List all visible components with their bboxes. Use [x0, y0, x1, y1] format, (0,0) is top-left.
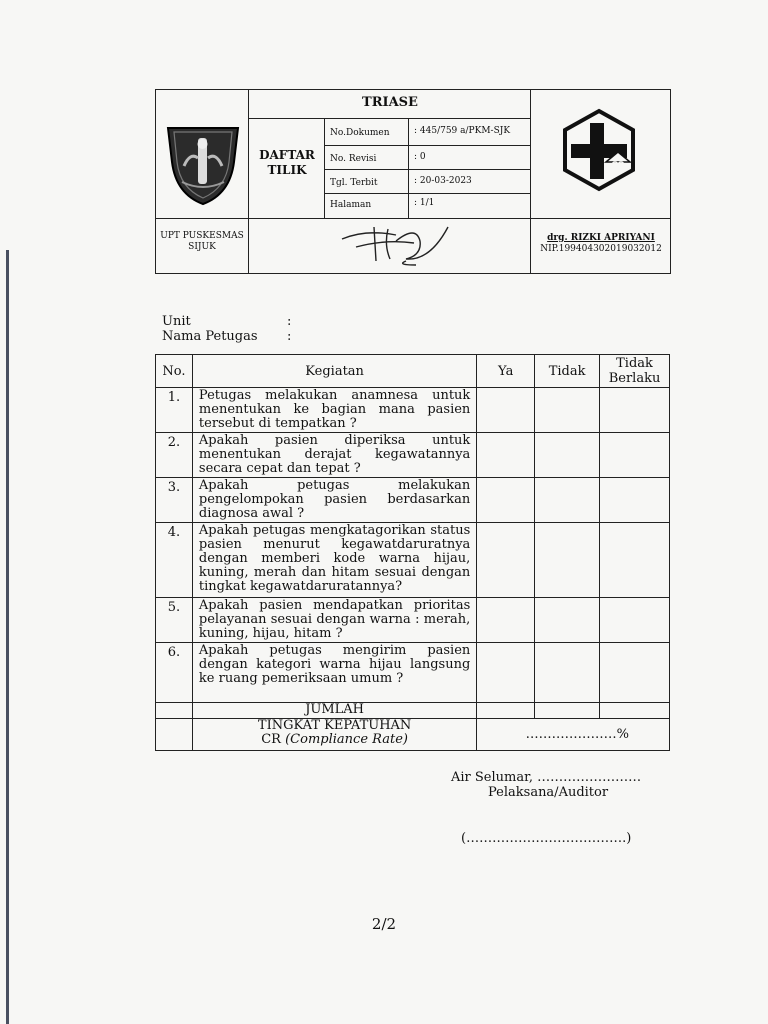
regency-emblem-icon — [164, 122, 242, 206]
row-number: 2. — [156, 433, 193, 478]
auditor-role: Pelaksana/Auditor — [488, 785, 609, 800]
meta-label-terbit: Tgl. Terbit — [330, 178, 378, 188]
signatory-name: drg. RIZKI APRIYANI — [547, 233, 655, 243]
row-kegiatan: Apakah pasien diperiksa untuk menentukan derajat kegawatannya secara cepat dan tepat ? — [192, 433, 476, 478]
cell-tidak-berlaku[interactable] — [600, 643, 670, 703]
col-header-tidak: Tidak — [535, 355, 600, 388]
row-number: 4. — [156, 523, 193, 598]
col-header-tidak-berlaku: Tidak Berlaku — [600, 355, 670, 388]
table-row — [156, 643, 670, 703]
table-row — [156, 388, 670, 433]
row-number: 5. — [156, 598, 193, 643]
auditor-signature-line: (……………………………….) — [461, 831, 632, 846]
cr-label: CR — [261, 732, 281, 747]
cell-ya[interactable] — [477, 598, 535, 643]
meta-label-halaman: Halaman — [330, 200, 372, 210]
cell-ya[interactable] — [477, 643, 535, 703]
checklist-table — [155, 354, 670, 751]
table-row — [156, 478, 670, 523]
cell-tidak[interactable] — [535, 523, 600, 598]
meta-value-dokumen: : 445/759 a/PKM-SJK — [414, 126, 511, 136]
cell-tidak-berlaku[interactable] — [600, 433, 670, 478]
cr-italic-label: (Compliance Rate) — [285, 732, 408, 747]
cell-tidak-berlaku[interactable] — [600, 388, 670, 433]
cell-ya[interactable] — [477, 523, 535, 598]
meta-value-revisi: : 0 — [414, 152, 426, 162]
cell-tidak-berlaku[interactable] — [600, 598, 670, 643]
cell-tidak-berlaku[interactable] — [600, 523, 670, 598]
jumlah-ya[interactable] — [477, 703, 535, 719]
compliance-percent[interactable]: …………………% — [477, 719, 670, 751]
jumlah-tidak[interactable] — [535, 703, 600, 719]
cell-ya[interactable] — [477, 433, 535, 478]
meta-value-halaman: : 1/1 — [414, 198, 435, 208]
document-header — [155, 89, 671, 274]
document-type: DAFTAR TILIK — [259, 148, 315, 177]
unit-colon: : — [287, 314, 292, 329]
place-date: Air Selumar, …………………… — [451, 770, 642, 785]
cell-tidak[interactable] — [535, 433, 600, 478]
petugas-colon: : — [287, 329, 292, 344]
tingkat-kepatuhan-label: TINGKAT KEPATUHAN — [257, 718, 412, 733]
cell-tidak[interactable] — [535, 598, 600, 643]
cell-ya[interactable] — [477, 478, 535, 523]
col-header-kegiatan: Kegiatan — [192, 355, 476, 388]
unit-label: Unit — [162, 314, 191, 329]
col-header-no: No. — [156, 355, 193, 388]
row-kegiatan: Petugas melakukan anamnesa untuk menentukan ke bagian mana pasien tersebut di tempatkan ? — [192, 388, 476, 433]
meta-value-terbit: : 20-03-2023 — [414, 176, 472, 186]
jumlah-tidak-berlaku[interactable] — [600, 703, 670, 719]
table-row — [156, 523, 670, 598]
cell-tidak-berlaku[interactable] — [600, 478, 670, 523]
petugas-label: Nama Petugas — [162, 329, 258, 344]
compliance-row — [156, 719, 670, 751]
unit-name: UPT PUSKESMAS SIJUK — [160, 231, 244, 252]
cell-tidak[interactable] — [535, 643, 600, 703]
row-number: 1. — [156, 388, 193, 433]
compliance-label — [192, 719, 476, 751]
row-kegiatan: Apakah petugas mengkatagorikan status pasien menurut kegawatdaruratnya dengan memberi kode warna hijau, kuning, merah dan hitam sesuai dengan tingkat kegawatdaruratannya? — [192, 523, 476, 598]
scan-edge — [6, 250, 9, 1024]
col-header-ya: Ya — [477, 355, 535, 388]
meta-label-revisi: No. Revisi — [330, 154, 377, 164]
handwritten-signature — [336, 221, 456, 267]
row-number: 3. — [156, 478, 193, 523]
cell-ya[interactable] — [477, 388, 535, 433]
row-kegiatan: Apakah pasien mendapatkan prioritas pelayanan sesuai dengan warna : merah, kuning, hijau, hitam ? — [192, 598, 476, 643]
meta-label-dokumen: No.Dokumen — [330, 128, 390, 138]
table-header-row — [156, 355, 670, 388]
row-number: 6. — [156, 643, 193, 703]
cell-tidak[interactable] — [535, 388, 600, 433]
jumlah-label: JUMLAH — [192, 703, 476, 719]
form-fields — [162, 314, 291, 344]
table-row — [156, 598, 670, 643]
signatory-block — [531, 233, 671, 255]
puskesmas-logo-icon — [560, 108, 638, 192]
jumlah-row — [156, 703, 670, 719]
signatory-nip: NIP.199404302019032012 — [540, 244, 662, 254]
row-kegiatan: Apakah petugas mengirim pasien dengan kategori warna hijau langsung ke ruang pemeriksaan umum ? — [192, 643, 476, 703]
cell-tidak[interactable] — [535, 478, 600, 523]
document-title: TRIASE — [362, 95, 418, 110]
page-number: 2/2 — [371, 915, 397, 933]
table-row — [156, 433, 670, 478]
row-kegiatan: Apakah petugas melakukan pengelompokan pasien berdasarkan diagnosa awal ? — [192, 478, 476, 523]
